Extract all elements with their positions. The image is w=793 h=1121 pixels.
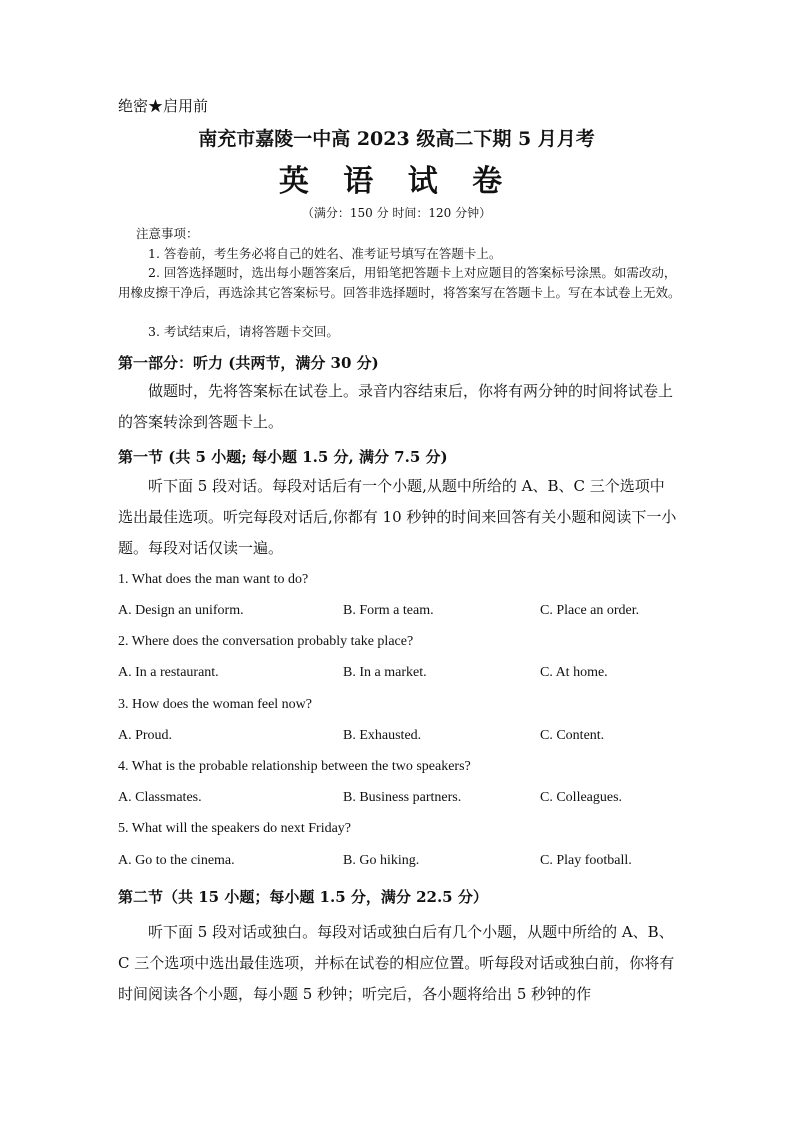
option-c: C. Play football. [540, 853, 632, 868]
option-b: B. Exhausted. [343, 728, 422, 743]
notice-item-3: 3. 考试结束后，请将答题卡交回。 [148, 324, 339, 339]
option-c: C. Content. [540, 728, 605, 743]
option-c: C. Colleagues. [540, 790, 623, 805]
option-a: A. Go to the cinema. [118, 853, 235, 868]
exam-title: 南充市嘉陵一中高 2023 级高二下期 5 月月考 [198, 128, 595, 150]
section1-instruction: 听下面 5 段对话。每段对话后有一个小题,从题中所给的 A、B、C 三个选项中选出最佳选项。听完每段对话后,你都有 10 秒钟的时间来回答有关小题和阅读下一小题。每段对话仅读一遍。 [118, 477, 677, 557]
notice-title: 注意事项： [136, 226, 199, 241]
option-b: B. Form a team. [343, 603, 434, 618]
exam-subject-title: 英 语 试 卷 [278, 164, 515, 199]
section1-heading: 第一节 (共 5 小题; 每小题 1.5 分, 满分 7.5 分) [118, 448, 448, 466]
option-a: A. Proud. [118, 728, 173, 743]
option-a: A. Classmates. [118, 790, 202, 805]
question-5: 5. What will the speakers do next Friday? [118, 821, 352, 836]
question-3: 3. How does the woman feel now? [118, 697, 313, 712]
option-b: B. Go hiking. [343, 853, 420, 868]
confidential-label: 绝密★启用前 [118, 97, 209, 115]
option-c: C. At home. [540, 665, 608, 680]
section2-heading: 第二节（共 15 小题；每小题 1.5 分，满分 22.5 分） [118, 888, 488, 906]
section2-instruction: 听下面 5 段对话或独白。每段对话或独白后有几个小题，从题中所给的 A、B、C 三个选项中选出最佳选项，并标在试卷的相应位置。听每段对话或独白前，你将有时间阅读各个小题，每小题 5 秒钟；听完后，各小题将给出 5 秒钟的作 [118, 923, 675, 1003]
option-b: B. Business partners. [343, 790, 462, 805]
option-a: A. Design an uniform. [118, 603, 244, 618]
option-b: B. In a market. [343, 665, 427, 680]
option-c: C. Place an order. [540, 603, 640, 618]
part1-instruction: 做题时，先将答案标在试卷上。录音内容结束后，你将有两分钟的时间将试卷上的答案转涂到答题卡上。 [118, 382, 674, 431]
question-2: 2. Where does the conversation probably take place? [118, 634, 414, 649]
notice-item-2: 2. 回答选择题时，选出每小题答案后，用铅笔把答题卡上对应题目的答案标号涂黑。如需改动，用橡皮擦干净后，再选涂其它答案标号。回答非选择题时，将答案写在答题卡上。写在本试卷上无效。 [118, 265, 681, 300]
question-4: 4. What is the probable relationship between the two speakers? [118, 759, 471, 774]
notice-item-1: 1. 答卷前，考生务必将自己的姓名、准考证号填写在答题卡上。 [148, 246, 502, 261]
exam-score-time: （满分：150 分 时间：120 分钟） [301, 206, 492, 220]
part1-heading: 第一部分：听力 (共两节，满分 30 分) [118, 354, 379, 372]
question-1: 1. What does the man want to do? [118, 572, 309, 587]
option-a: A. In a restaurant. [118, 665, 219, 680]
